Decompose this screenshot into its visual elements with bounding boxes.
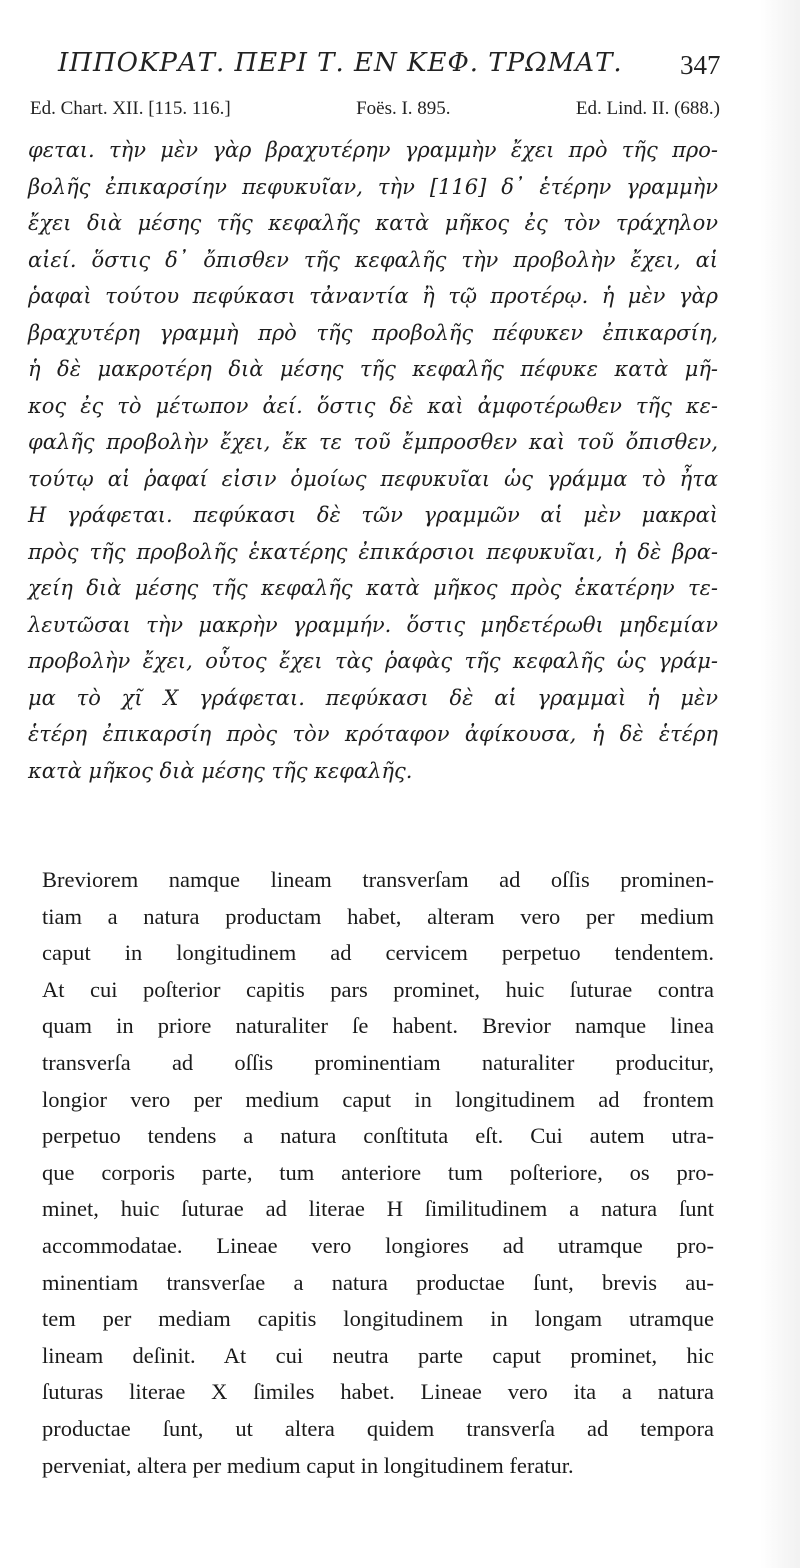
latin-line: quam in priore naturaliter ſe habent. Brevior namque linea xyxy=(42,1013,714,1039)
latin-line: transverſa ad oſſis prominentiam naturaliter producitur, xyxy=(42,1049,714,1075)
page-number: 347 xyxy=(680,50,721,80)
latin-line: Breviorem namque lineam transverſam ad oſſis prominen- xyxy=(42,867,714,892)
page-edge-shading xyxy=(760,0,800,1568)
latin-line: productae ſunt, ut altera quidem transverſa ad tempora xyxy=(42,1415,714,1441)
greek-line: ῥαφαὶ τούτου πεφύκασι τἀναντία ἢ τῷ προτέρῳ. ἡ μὲν γὰρ xyxy=(28,284,718,308)
latin-line: perveniat, altera per medium caput in longitudinem feratur. xyxy=(42,1452,574,1478)
latin-line: ſuturas literae X ſimiles habet. Lineae vero ita a natura xyxy=(42,1379,714,1405)
greek-line: βραχυτέρη γραμμὴ πρὸ τῆς προβολῆς πέφυκεν ἐπικαρσίη, xyxy=(28,320,718,345)
greek-line: ἡ δὲ μακροτέρη διὰ μέσης τῆς κεφαλῆς πέφυκε κατὰ μῆ- xyxy=(28,357,718,381)
latin-line: accommodatae. Lineae vero longiores ad utramque pro- xyxy=(42,1232,714,1258)
latin-line: tem per mediam capitis longitudinem in longam utramque xyxy=(42,1306,714,1332)
greek-line: χείη διὰ μέσης τῆς κεφαλῆς κατὰ μῆκος πρὸς ἑκατέρην τε- xyxy=(28,576,718,600)
latin-line: que corporis parte, tum anteriore tum poſteriore, os pro- xyxy=(42,1159,714,1185)
edition-references xyxy=(30,98,720,120)
edition-lind-ref: Ed. Lind. II. (688.) xyxy=(575,98,720,119)
greek-line: φαλῆς προβολὴν ἔχει, ἔκ τε τοῦ ἔμπροσθεν καὶ τοῦ ὄπισθεν, xyxy=(28,430,718,454)
latin-line: lineam deſinit. At cui neutra parte caput prominet, hic xyxy=(42,1342,714,1368)
latin-line: At cui poſterior capitis pars prominet, huic ſuturae contra xyxy=(42,976,714,1002)
latin-translation-block xyxy=(42,862,714,1484)
greek-line: αἰεί. ὅστις δ᾽ ὄπισθεν τῆς κεφαλῆς τὴν προβολὴν ἔχει, αἱ xyxy=(28,247,718,272)
latin-line: tiam a natura productam habet, alteram vero per medium xyxy=(42,903,714,929)
greek-text-block xyxy=(28,132,718,789)
greek-line: μα τὸ χῖ Χ γράφεται. πεφύκασι δὲ αἱ γραμμαὶ ἡ μὲν xyxy=(28,685,718,710)
greek-line: Η γράφεται. πεφύκασι δὲ τῶν γραμμῶν αἱ μὲν μακραὶ xyxy=(28,503,718,527)
latin-line: minentiam transverſae a natura productae ſunt, brevis au- xyxy=(42,1269,714,1295)
greek-line: ἔχει διὰ μέσης τῆς κεφαλῆς κατὰ μῆκος ἐς τὸν τράχηλον xyxy=(28,211,718,235)
greek-line: λευτῶσαι τὴν μακρὴν γραμμήν. ὅστις μηδετέρωθι μηδεμίαν xyxy=(28,612,718,637)
latin-line: perpetuo tendens a natura conſtituta eſt. Cui autem utra- xyxy=(42,1123,714,1149)
greek-line: βολῆς ἐπικαρσίην πεφυκυῖαν, τὴν [116] δ᾽ ἑτέρην γραμμὴν xyxy=(28,174,718,199)
greek-line: κατὰ μῆκος διὰ μέσης τῆς κεφαλῆς. xyxy=(28,758,413,783)
greek-line: προβολὴν ἔχει, οὗτος ἔχει τὰς ῥαφὰς τῆς κεφαλῆς ὡς γράμ- xyxy=(28,649,718,673)
edition-chart-ref: Ed. Chart. XII. [115. 116.] xyxy=(30,98,231,119)
greek-line: πρὸς τῆς προβολῆς ἑκατέρης ἐπικάρσιοι πεφυκυῖαι, ἡ δὲ βρα- xyxy=(28,539,718,564)
latin-line: caput in longitudinem ad cervicem perpetuo tendentem. xyxy=(42,940,714,966)
greek-line: φεται. τὴν μὲν γὰρ βραχυτέρην γραμμὴν ἔχει πρὸ τῆς προ- xyxy=(28,138,718,162)
greek-line: ἑτέρη ἐπικαρσίη πρὸς τὸν κρόταφον ἀφίκουσα, ἡ δὲ ἑτέρη xyxy=(28,722,718,746)
latin-line: minet, huic ſuturae ad literae H ſimilitudinem a natura ſunt xyxy=(42,1196,714,1222)
greek-line: τούτῳ αἱ ῥαφαί εἰσιν ὁμοίως πεφυκυῖαι ὡς γράμμα τὸ ἦτα xyxy=(28,466,718,491)
greek-line: κος ἐς τὸ μέτωπον ἀεί. ὅστις δὲ καὶ ἀμφοτέρωθεν τῆς κε- xyxy=(28,393,718,418)
edition-foes-ref: Foës. I. 895. xyxy=(356,98,451,119)
latin-line: longior vero per medium caput in longitudinem ad frontem xyxy=(42,1086,714,1112)
running-title: ΙΠΠΟΚΡΑΤ. ΠΕΡΙ Τ. ΕΝ ΚΕΦ. ΤΡΩΜΑΤ. xyxy=(58,48,623,78)
